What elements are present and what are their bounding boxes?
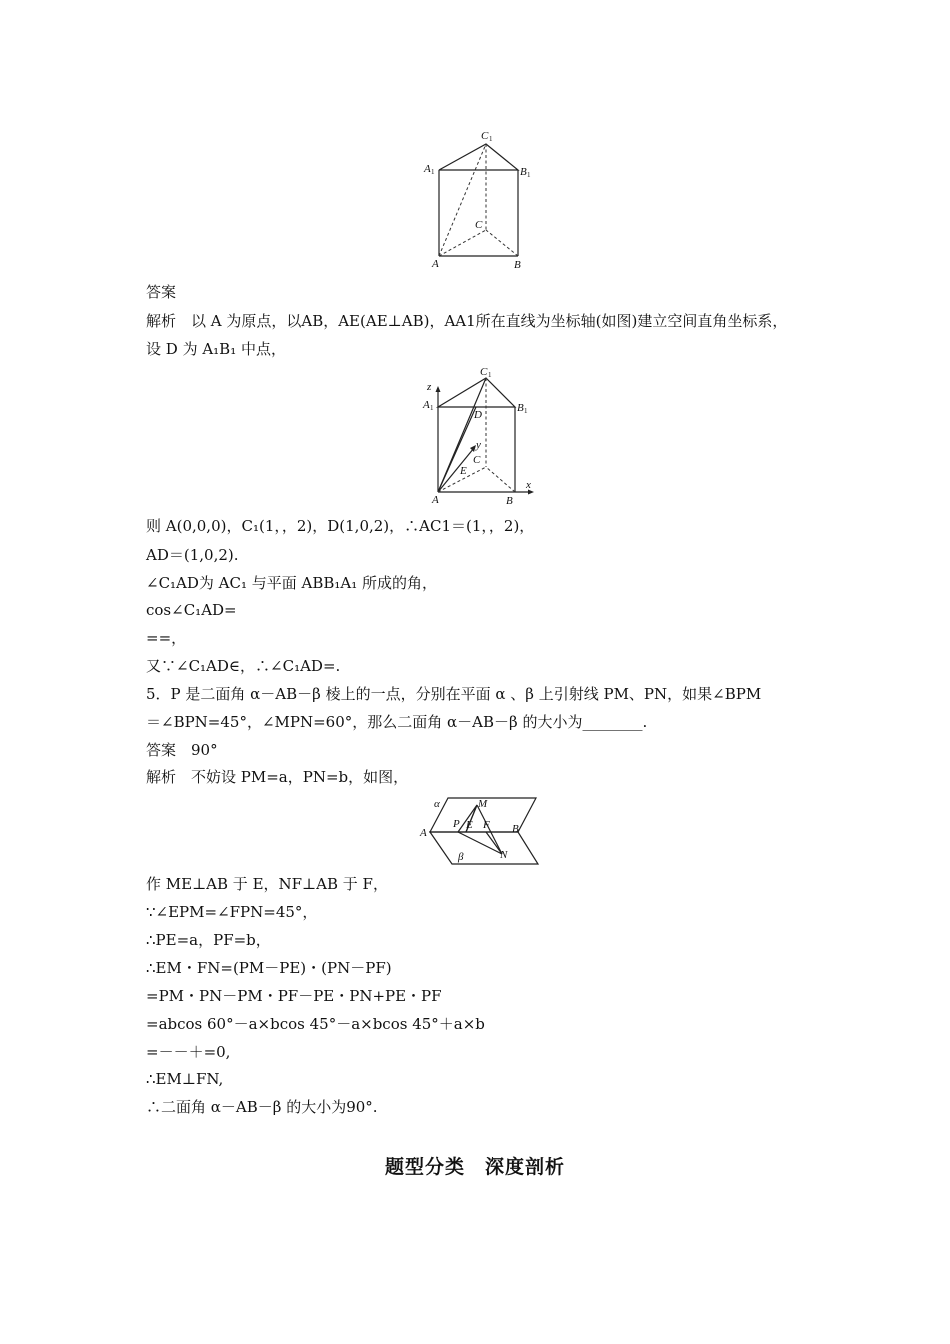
solution-5-line-8: =－－＋=0, [146, 1043, 231, 1061]
label-b: B [512, 823, 519, 835]
label-x: x [526, 479, 531, 491]
answer-5: 答案 90° [146, 741, 218, 759]
solution-line-7: ==， [146, 629, 187, 647]
solution-5-line-4: ∴PE=a，PF=b， [146, 931, 271, 949]
problem-5-line-2: ＝∠BPN=45°，∠MPN=60°，那么二面角 α－AB－β 的大小为________. [146, 713, 648, 731]
solution-5-line-5: ∴EM・FN=(PM－PE)・(PN－PF) [146, 959, 392, 977]
prism-figure-1 [418, 126, 538, 272]
dihedral-figure [414, 790, 544, 868]
solution-5-line-7: =abcos 60°－a×bcos 45°－a×bcos 45°＋a×b [146, 1015, 485, 1033]
label-z: z [427, 381, 432, 393]
label-alpha: α [434, 798, 440, 810]
label-f: F [483, 819, 490, 831]
label-c: C [473, 454, 481, 466]
svg-text:1: 1 [489, 135, 493, 143]
solution-5-line-9: ∴EM⊥FN, [146, 1070, 224, 1088]
label-b: B [514, 259, 521, 271]
label-e: E [466, 819, 473, 831]
solution-line-4: AD＝(1,0,2). [146, 546, 239, 564]
svg-text:1: 1 [431, 168, 435, 176]
svg-text:1: 1 [524, 407, 528, 415]
solution-line-6: cos∠C₁AD= [146, 601, 237, 619]
label-a1: A [423, 399, 430, 411]
answer-label: 答案 [146, 283, 177, 301]
label-a1: A [424, 163, 431, 175]
solution-line-3: 则 A(0,0,0)，C₁(1，，2)，D(1,0,2)，∴AC1＝(1，，2)， [146, 517, 535, 535]
label-c: C [475, 219, 483, 231]
solution-5-line-10: ∴二面角 α－AB－β 的大小为90°. [146, 1098, 378, 1116]
solution-line-8: 又∵∠C₁AD∈，∴∠C₁AD=. [146, 657, 341, 675]
solution-5-line-1: 解析 不妨设 PM=a，PN=b，如图， [146, 768, 409, 786]
solution-line-5: ∠C₁AD为 AC₁ 与平面 ABB₁A₁ 所成的角， [146, 574, 438, 592]
solution-line-2: 设 D 为 A₁B₁ 中点， [146, 340, 286, 358]
label-c1: C [481, 130, 489, 142]
solution-line-1: 解析 以 A 为原点，以AB，AE(AE⊥AB)，AA1所在直线为坐标轴(如图)建立空间直角坐标系， [146, 312, 788, 330]
label-b1: B [520, 166, 527, 178]
label-a: A [432, 258, 439, 270]
label-b: B [506, 495, 513, 507]
problem-5-line-1: 5．P 是二面角 α－AB－β 棱上的一点，分别在平面 α 、β 上引射线 PM、PN，如果∠BPM [146, 685, 762, 703]
label-c1: C [480, 366, 488, 378]
svg-text:1: 1 [527, 171, 531, 179]
svg-text:1: 1 [488, 371, 492, 379]
solution-5-line-2: 作 ME⊥AB 于 E，NF⊥AB 于 F， [146, 875, 388, 893]
label-n: N [500, 849, 508, 861]
prism-figure-2 [418, 364, 542, 508]
label-m: M [478, 798, 488, 810]
label-a: A [420, 827, 427, 839]
label-p: P [453, 818, 460, 830]
label-b1: B [517, 402, 524, 414]
svg-text:1: 1 [430, 404, 434, 412]
section-heading: 题型分类 深度剖析 [384, 1156, 565, 1178]
solution-5-line-6: =PM・PN－PM・PF－PE・PN+PE・PF [146, 987, 442, 1005]
label-y: y [476, 439, 481, 451]
label-d: D [474, 409, 482, 421]
label-a: A [432, 494, 439, 506]
label-beta: β [458, 851, 464, 863]
solution-5-line-3: ∵∠EPM=∠FPN=45°， [146, 903, 318, 921]
label-e: E [460, 465, 467, 477]
